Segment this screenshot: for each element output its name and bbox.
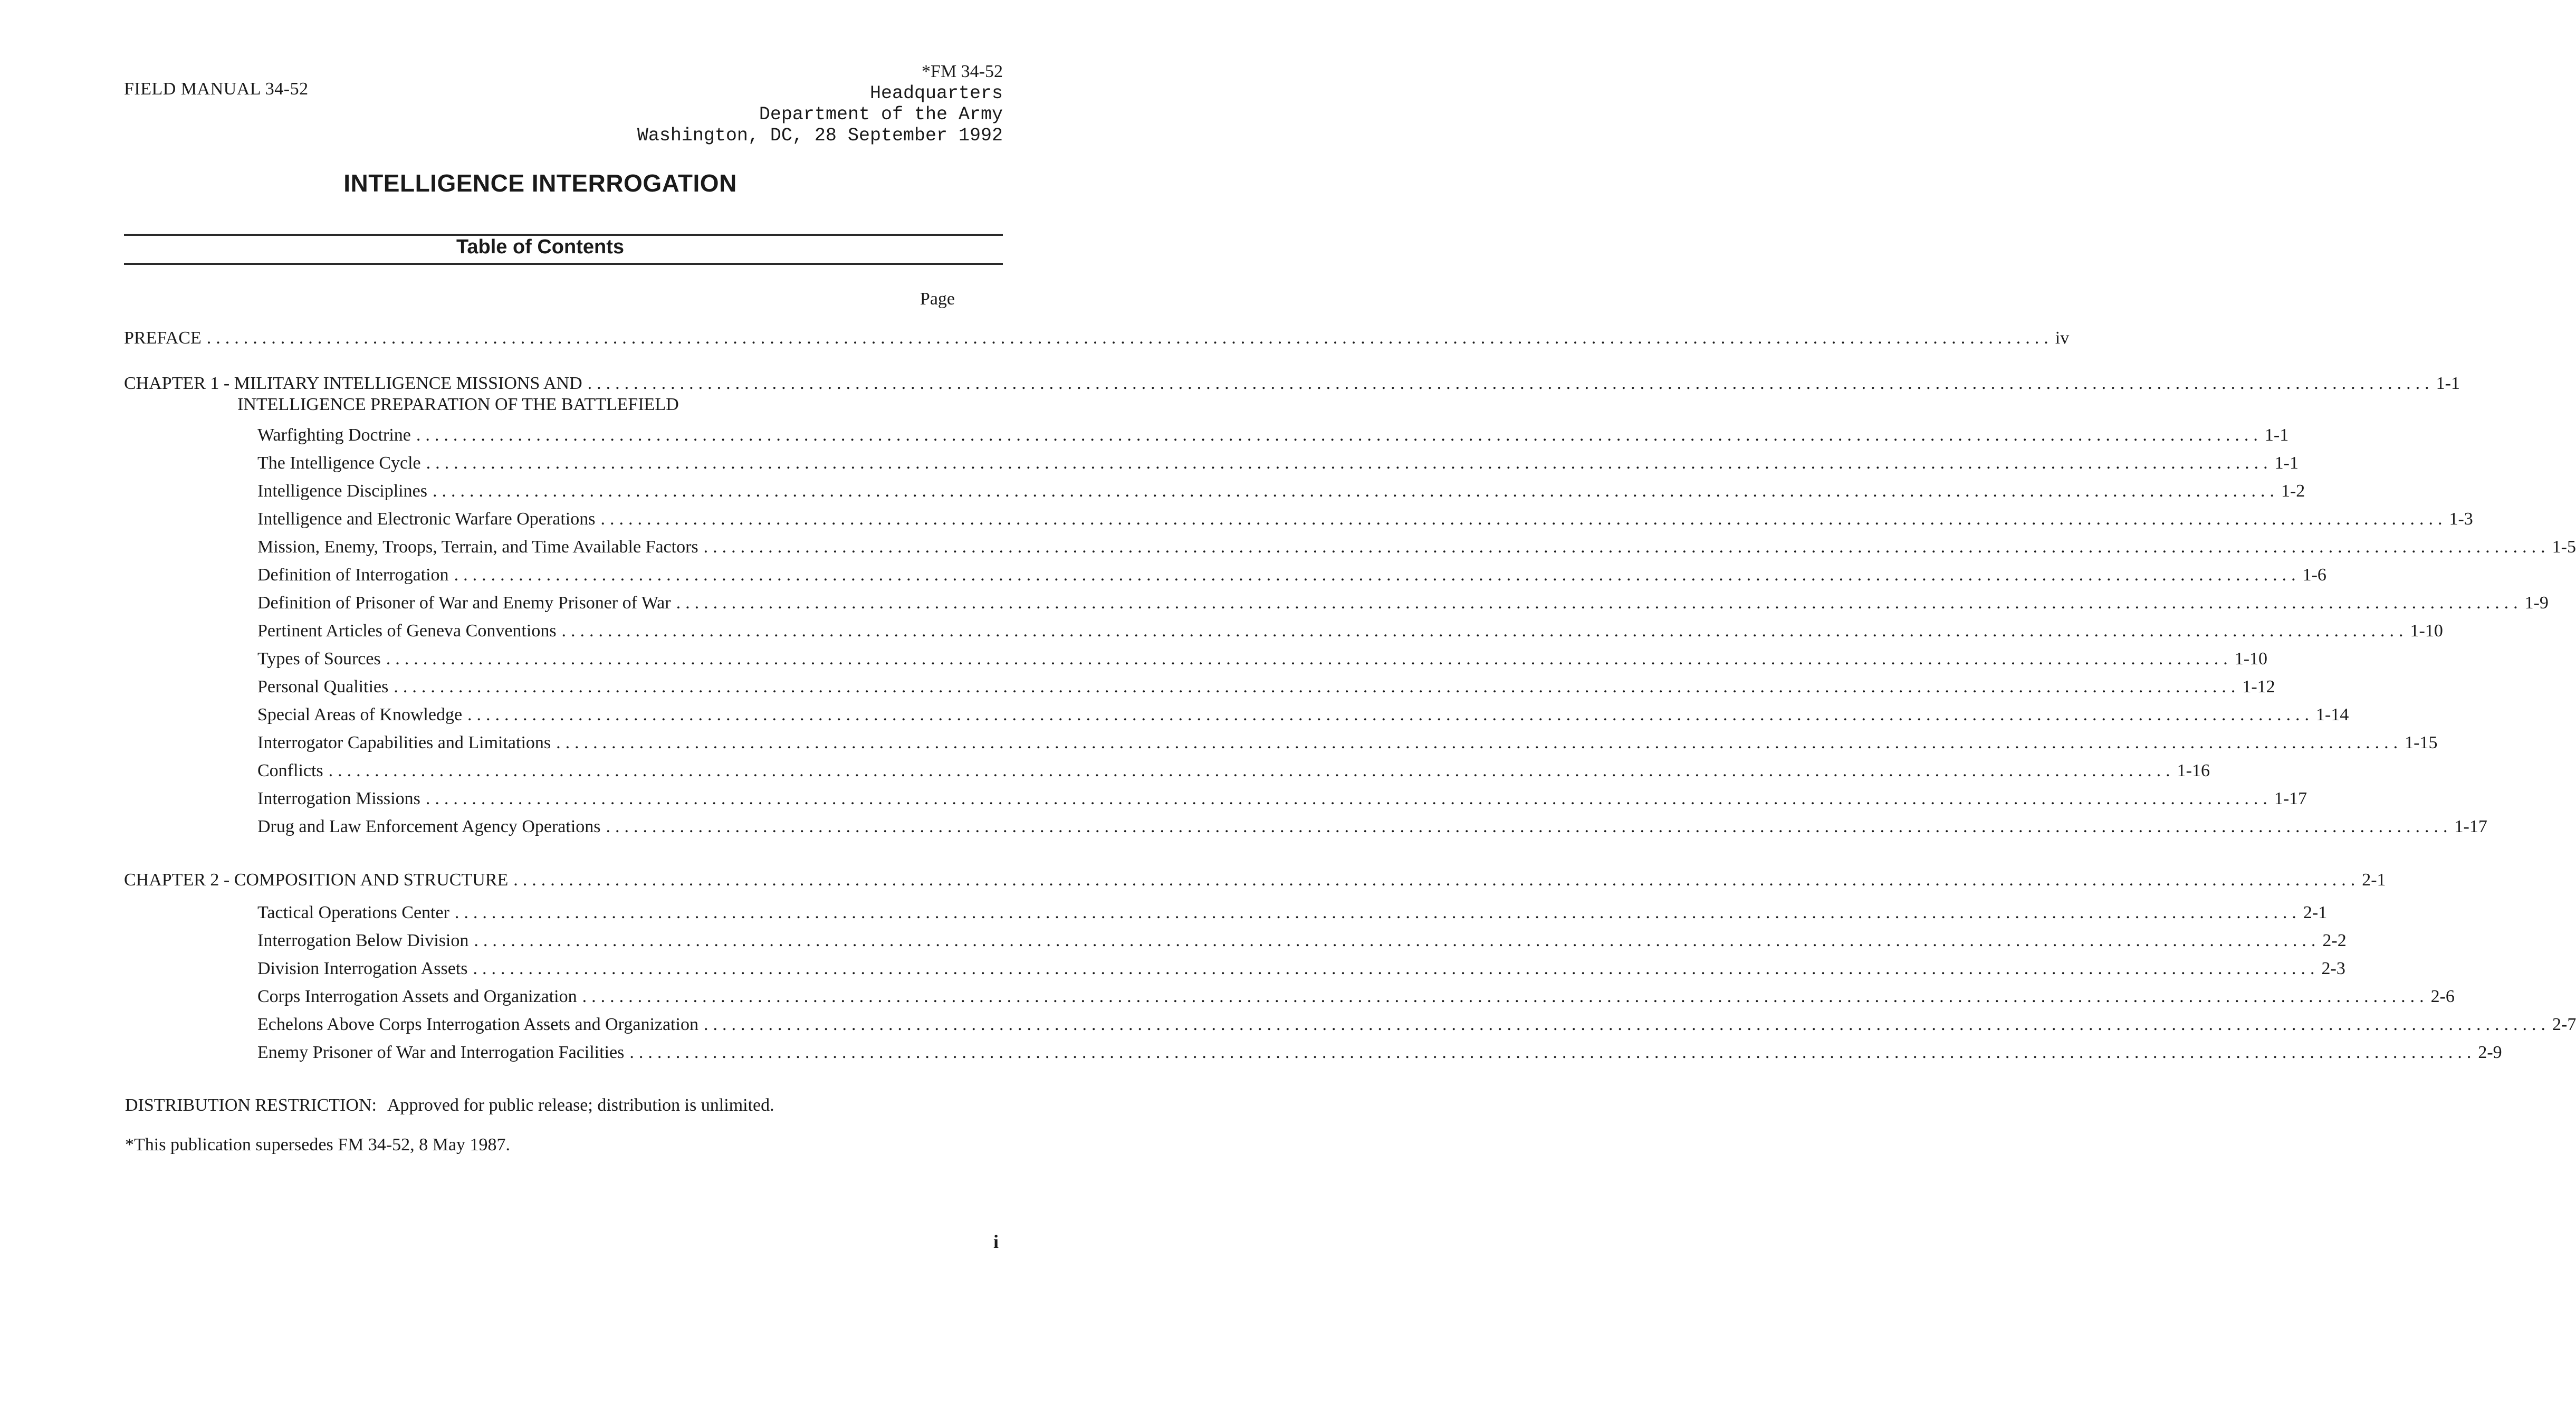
dot-leader: ........................................................................................................................................................................................................: [206, 328, 2053, 348]
field-manual-label: FIELD MANUAL 34-52: [124, 79, 309, 99]
dot-leader: ........................................................................................................................................................................................................: [454, 903, 2301, 922]
toc-entry-page: 1-1: [2264, 425, 2289, 445]
toc-entry: [257, 648, 2268, 670]
dot-leader: ........................................................................................................................................................................................................: [606, 817, 2453, 836]
distribution-restriction: [125, 1095, 774, 1115]
toc-entry-label: Special Areas of Knowledge: [257, 705, 463, 724]
toc-entry-label-continuation: INTELLIGENCE PREPARATION OF THE BATTLEFIELD: [237, 395, 679, 414]
dot-leader: ........................................................................................................................................................................................................: [474, 931, 2321, 950]
toc-entry-page: 1-9: [2524, 593, 2549, 613]
toc-entry-page: 1-1: [2274, 453, 2299, 473]
toc-entry: [257, 930, 2347, 951]
toc-entry-label: Corps Interrogation Assets and Organization: [257, 987, 577, 1006]
toc-entry-preface: [124, 328, 2070, 349]
toc-entry: [257, 704, 2349, 726]
headquarters-line: Headquarters: [869, 83, 1003, 104]
page-number: i: [993, 1231, 999, 1252]
toc-entry-page: 2-3: [2321, 959, 2345, 978]
toc-entry-page: 1-3: [2449, 509, 2473, 529]
toc-entry-label: Personal Qualities: [257, 677, 389, 697]
dot-leader: ........................................................................................................................................................................................................: [582, 987, 2429, 1006]
toc-entry-label: Definition of Interrogation: [257, 565, 449, 585]
toc-entry-page: 1-17: [2454, 817, 2487, 836]
dot-leader: ........................................................................................................................................................................................................: [676, 593, 2523, 613]
toc-entry-label: Tactical Operations Center: [257, 903, 449, 922]
toc-entry: [257, 565, 2326, 586]
toc-entry-page: 2-7: [2552, 1015, 2576, 1034]
toc-entry-label: Definition of Prisoner of War and Enemy Prisoner of War: [257, 593, 671, 613]
toc-entry-page: 2-1: [2303, 903, 2328, 922]
toc-entry-label: PREFACE: [124, 328, 202, 348]
dot-leader: ........................................................................................................................................................................................................: [328, 761, 2175, 780]
toc-entry: [257, 425, 2289, 446]
dot-leader: ........................................................................................................................................................................................................: [394, 677, 2240, 697]
toc-entry-page: 2-1: [2362, 870, 2386, 890]
document-title: INTELLIGENCE INTERROGATION: [343, 169, 737, 197]
dot-leader: ........................................................................................................................................................................................................: [704, 1015, 2550, 1034]
toc-entry-page: 2-6: [2430, 987, 2455, 1006]
toc-entry: [257, 816, 2487, 837]
department-line: Department of the Army: [759, 104, 1003, 125]
dot-leader: ........................................................................................................................................................................................................: [629, 1043, 2476, 1062]
dot-leader: ........................................................................................................................................................................................................: [432, 481, 2279, 501]
toc-entry: [257, 902, 2328, 923]
toc-entry-label: Echelons Above Corps Interrogation Assets and Organization: [257, 1015, 698, 1034]
dot-leader: ........................................................................................................................................................................................................: [386, 649, 2233, 669]
toc-entry-label: The Intelligence Cycle: [257, 453, 421, 473]
toc-entry-page: 1-2: [2281, 481, 2305, 501]
toc-entry-label: Interrogation Missions: [257, 789, 420, 808]
toc-entry-page: 1-10: [2234, 649, 2268, 669]
supersedes-note: *This publication supersedes FM 34-52, 8 May 1987.: [125, 1135, 510, 1155]
dot-leader: ........................................................................................................................................................................................................: [473, 959, 2320, 978]
toc-entry-label: Conflicts: [257, 761, 323, 780]
dot-leader: ........................................................................................................................................................................................................: [467, 705, 2314, 724]
dot-leader: ........................................................................................................................................................................................................: [426, 453, 2273, 473]
location-date-line: Washington, DC, 28 September 1992: [637, 125, 1003, 146]
toc-entry: [257, 1014, 2576, 1035]
toc-entry-label: Division Interrogation Assets: [257, 959, 468, 978]
toc-entry: [257, 481, 2305, 502]
dot-leader: ........................................................................................................................................................................................................: [425, 789, 2272, 808]
distribution-label: DISTRIBUTION RESTRICTION:: [125, 1095, 377, 1115]
dot-leader: ........................................................................................................................................................................................................: [561, 621, 2408, 641]
toc-entry: [257, 509, 2473, 530]
toc-entry: [257, 958, 2345, 979]
fm-code: *FM 34-52: [922, 62, 1003, 81]
toc-entry-page: iv: [2055, 328, 2070, 348]
toc-entry-page: 2-9: [2478, 1043, 2502, 1062]
toc-entry: [257, 986, 2455, 1007]
toc-entry: [257, 732, 2438, 754]
toc-entry-page: 1-17: [2274, 789, 2307, 808]
toc-entry-label: Types of Sources: [257, 649, 381, 669]
toc-entry-label: Interrogation Below Division: [257, 931, 469, 950]
dot-leader: ........................................................................................................................................................................................................: [587, 374, 2434, 393]
toc-entry-label: CHAPTER 1 - MILITARY INTELLIGENCE MISSIONS AND: [124, 374, 582, 393]
toc-entry: [257, 593, 2549, 614]
toc-entry: [257, 788, 2307, 809]
toc-heading: Table of Contents: [456, 236, 625, 258]
dot-leader: ........................................................................................................................................................................................................: [416, 425, 2263, 445]
dot-leader: ........................................................................................................................................................................................................: [556, 733, 2403, 752]
toc-entry: [257, 1042, 2502, 1063]
toc-entry-label: Intelligence Disciplines: [257, 481, 427, 501]
toc-entry-label: Mission, Enemy, Troops, Terrain, and Time Available Factors: [257, 537, 698, 557]
toc-entry-page: 1-10: [2410, 621, 2443, 641]
dot-leader: ........................................................................................................................................................................................................: [600, 509, 2447, 529]
toc-entry-chapter-2: [124, 870, 2386, 891]
dot-leader: ........................................................................................................................................................................................................: [454, 565, 2301, 585]
page-column-label: Page: [920, 289, 955, 309]
toc-entry-label: Warfighting Doctrine: [257, 425, 411, 445]
dot-leader: ........................................................................................................................................................................................................: [703, 537, 2550, 557]
toc-entry-label: Enemy Prisoner of War and Interrogation Facilities: [257, 1043, 625, 1062]
toc-entry-page: 2-2: [2322, 931, 2347, 950]
toc-entry-page: 1-5: [2552, 537, 2576, 557]
bottom-rule: [124, 263, 1003, 265]
dot-leader: ........................................................................................................................................................................................................: [513, 870, 2360, 890]
toc-entry-page: 1-6: [2302, 565, 2326, 585]
toc-entry: [257, 621, 2443, 642]
toc-entry-page: 1-12: [2242, 677, 2275, 697]
toc-entry-page: 1-16: [2177, 761, 2210, 780]
toc-entry-label: Pertinent Articles of Geneva Conventions: [257, 621, 557, 641]
toc-entry: [257, 537, 2576, 558]
toc-entry: [257, 453, 2299, 474]
toc-entry-label: CHAPTER 2 - COMPOSITION AND STRUCTURE: [124, 870, 509, 890]
toc-entry-page: 1-14: [2316, 705, 2349, 724]
toc-entry-label: Intelligence and Electronic Warfare Operations: [257, 509, 596, 529]
toc-entry: [257, 760, 2210, 781]
toc-entry-chapter-1: [124, 373, 2460, 415]
toc-entry-label: Interrogator Capabilities and Limitations: [257, 733, 551, 752]
toc-entry-page: 1-15: [2405, 733, 2438, 752]
toc-entry-label: Drug and Law Enforcement Agency Operations: [257, 817, 601, 836]
toc-entry: [257, 676, 2275, 698]
toc-entry-page: 1-1: [2436, 374, 2460, 393]
header-block: [637, 61, 1003, 146]
distribution-text: Approved for public release; distribution is unlimited.: [387, 1095, 774, 1115]
